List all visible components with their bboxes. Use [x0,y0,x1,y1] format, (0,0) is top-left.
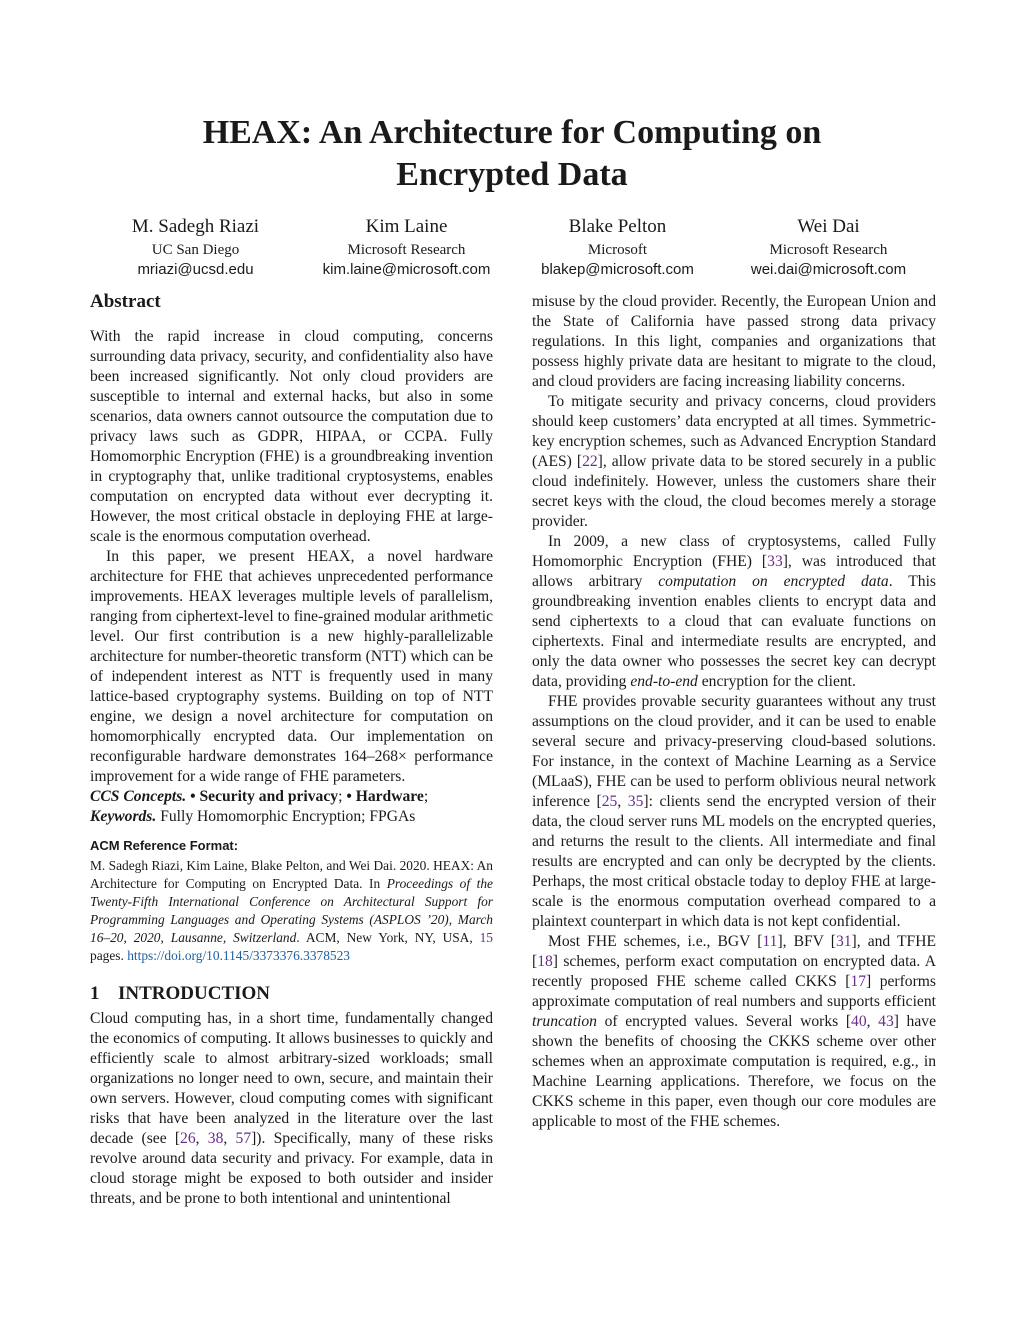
comma: , [223,1130,236,1147]
intro-paragraph-1 [90,1009,493,1209]
author-email: mriazi@ucsd.edu [137,261,254,278]
text-run: ], was introduced that allows arbitrary [532,553,936,590]
text-run: ]). Specifically, many of these risks revolve around data security and privacy. For example, data in cloud storage might be exposed to both outsider and insider threats, and be prone to both intentional and unintentional [90,1130,494,1207]
author-email: wei.dai@microsoft.com [750,261,907,278]
citation-43[interactable]: 43 [878,1013,894,1030]
acm-text-b: . ACM, New York, NY, USA, [296,930,480,945]
acm-pages-link[interactable]: 15 [479,930,493,945]
citation-31[interactable]: 31 [835,933,852,950]
section-heading-introduction [90,981,493,1007]
intro-paragraph-4 [532,692,936,932]
text-run: To mitigate security and privacy concerns, cloud providers should keep customers’ data encrypted at all times. Symmetric-key encryption schemes, such as Advanced Encryption Standard (AES) [ [532,393,936,470]
acm-text-a: M. Sadegh Riazi, Kim Laine, Blake Pelton, and Wei Dai. 2020. HEAX: An Architecture for Computing on Encrypted Data. In [90,858,493,891]
author-name: M. Sadegh Riazi [131,216,260,237]
citation-35[interactable]: 35 [627,793,644,810]
intro-paragraph-1-continued [532,292,936,392]
text-run: ], and TFHE [ [532,933,936,970]
author-affiliation: UC San Diego [151,242,240,258]
section-number: 1 [90,983,100,1004]
comma: , [195,1130,208,1147]
emphasis: end-to-end [630,673,698,690]
paper-title [90,112,934,196]
author-1 [90,214,301,280]
abstract-paragraph-1: With the rapid increase in cloud computing, concerns surrounding data privacy, security, and confidentiality also have been increased significantly. Not only cloud providers are susceptible to internal and external hacks, but also in some scenarios, data owners cannot outsource the computation due to privacy laws such as GDPR, HIPAA, or CCPA. Fully Homomorphic Encryption (FHE) is a groundbreaking invention in cryptography that, unlike traditional cryptosystems, enables computation on encrypted data without ever decrypting it. However, the most critical obstacle in deploying FHE at large-scale is the enormous computation overhead. [90,328,493,545]
keywords-text: Fully Homomorphic Encryption; FPGAs [160,808,416,825]
text-run: FHE provides provable security guarantees without any trust assumptions on the cloud provider, and it can be used to enable several secure and privacy-preserving cloud-based solutions. For instance, in the context of Machine Learning as a Service (MLaaS), FHE can be used to perform oblivious neural network inference [ [532,693,936,810]
emphasis: computation on encrypted data [658,573,889,590]
ccs-bullet-1: • [190,788,196,805]
text-run: of encrypted values. Several works [ [596,1013,852,1030]
acm-text-c: pages. [90,948,128,963]
right-column [532,292,936,1132]
acm-reference-text [90,857,493,965]
author-affiliation: Microsoft Research [347,242,466,258]
title-line-1: HEAX: An Architecture for Computing on [202,114,822,151]
citation-17[interactable]: 17 [850,973,867,990]
citation-26[interactable]: 26 [180,1130,196,1147]
author-email: blakep@microsoft.com [541,261,694,278]
ccs-end: ; [423,788,429,805]
author-4 [723,214,934,280]
keywords-label: Keywords. [90,808,157,825]
ccs-concepts [90,787,493,807]
citation-11[interactable]: 11 [762,933,778,950]
ccs-label: CCS Concepts. [90,788,187,805]
citation-33[interactable]: 33 [767,553,783,570]
text-run: Cloud computing has, in a short time, fundamentally changed the economics of computing. It allows businesses to quickly and efficiently scale to almost arbitrary-sized workloads; small organizations no longer need to own, secure, and maintain their own servers. However, cloud computing comes with significant risks that have been analyzed in the literature over the last decade (see [ [90,1010,493,1147]
citation-57[interactable]: 57 [235,1130,252,1147]
author-name: Wei Dai [797,216,860,237]
doi-link[interactable]: https://doi.org/10.1145/3373376.3378523 [127,948,351,963]
author-email: kim.laine@microsoft.com [322,261,491,278]
ccs-sep: ; [338,788,343,805]
author-affiliation: Microsoft Research [769,242,888,258]
acm-reference-heading: ACM Reference Format: [90,838,239,853]
left-column [90,290,493,1209]
text-run: Most FHE schemes, i.e., BGV [ [548,933,763,950]
text-run: ] have shown the benefits of choosing the CKKS scheme over other schemes when an approximate computation is required, e.g., in Machine Learning applications. Therefore, we focus on the CKKS scheme in this paper, even though our core modules are applicable to most of the FHE schemes. [532,1013,936,1130]
text-run: ] schemes, perform exact computation on encrypted data. A recently proposed FHE scheme called CKKS [ [532,953,936,990]
author-3 [512,214,723,280]
ccs-bullet-2: • [346,788,352,805]
abstract-heading: Abstract [90,291,161,312]
text-run: ], allow private data to be stored securely in a public cloud indefinitely. However, unless the customers share their secret keys with the cloud, the cloud becomes merely a storage provider. [532,453,936,530]
abstract-paragraph-2: In this paper, we present HEAX, a novel hardware architecture for FHE that achieves unprecedented performance improvements. HEAX leverages multiple levels of parallelism, ranging from ciphertext-level to fine-grained modular arithmetic level. Our first contribution is a new highly-parallelizable architecture for number-theoretic transform (NTT) which can be of independent interest as NTT is frequently used in many lattice-based cryptography systems. Building on top of NTT engine, we design a novel architecture for computation on homomorphically encrypted data. Our implementation on reconfigurable hardware demonstrates 164–268× performance improvement for a wide range of FHE parameters. [90,548,493,785]
author-name: Kim Laine [365,216,448,237]
emphasis: truncation [532,1013,597,1030]
comma: , [866,1013,879,1030]
text-run: ] performs approximate computation of real numbers and supports efficient [532,973,936,1010]
text-run: ], BFV [ [777,933,836,950]
text-run: encryption for the client. [697,673,856,690]
author-block [90,214,934,280]
citation-38[interactable]: 38 [207,1130,224,1147]
text-run: misuse by the cloud provider. Recently, the European Union and the State of California have passed strong data privacy regulations. In this light, companies and organizations that possess highly private data are hesitant to migrate to the cloud, and cloud providers are facing increasing liability concerns. [532,293,936,390]
citation-18[interactable]: 18 [537,953,553,970]
text-run: ]: clients send the encrypted version of their data, the cloud server runs ML models on the encrypted queries, and returns the result to the clients. All intermediate and final results are encrypted and can only be decrypted by the clients. Perhaps, the most critical obstacle today to deploy FHE at large-scale is the enormous computation overhead compared to a plaintext counterpart in which data is not kept confidential. [532,793,936,930]
author-2 [301,214,512,280]
ccs-item-1: Security and privacy [199,788,339,805]
section-title: INTRODUCTION [118,983,271,1004]
text-run: . This groundbreaking invention enables clients to encrypt data and send ciphertexts to a cloud that can evaluate functions on ciphertexts. Final and intermediate results are encrypted, and only the data owner who possesses the secret key can decrypt data, providing [532,573,936,690]
citation-25[interactable]: 25 [601,793,618,810]
author-affiliation: Microsoft [587,242,648,258]
author-name: Blake Pelton [568,216,667,237]
intro-paragraph-3 [532,532,936,692]
text-run: In 2009, a new class of cryptosystems, called Fully Homomorphic Encryption (FHE) [ [532,533,936,570]
keywords [90,807,493,827]
title-line-2: Encrypted Data [396,156,628,193]
citation-22[interactable]: 22 [582,453,598,470]
intro-paragraph-5 [532,932,936,1132]
citation-40[interactable]: 40 [851,1013,867,1030]
ccs-item-2: Hardware [355,788,424,805]
intro-paragraph-2 [532,392,936,532]
comma: , [617,793,628,810]
acm-venue: Proceedings of the Twenty-Fifth International Conference on Architectural Support for Programming Languages and Operating Systems (ASPLOS ’20), March 16–20, 2020, Lausanne, Switzerland [90,876,493,945]
